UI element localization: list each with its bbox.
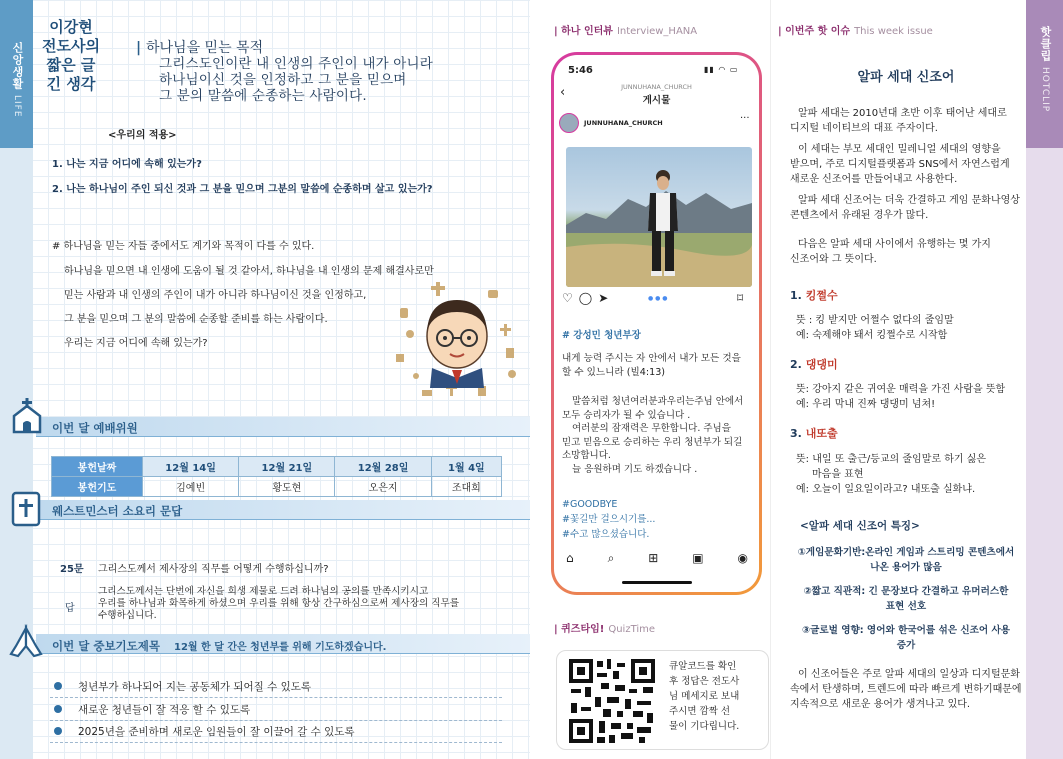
body-line: 말씀처럼 청년여러분과우리는주님 안에서 <box>572 396 744 407</box>
body-line: 여러분의 잠재력은 무한합니다. 주님을 <box>572 423 731 434</box>
quiz-text-line: 물이 기다립니다. <box>669 721 740 732</box>
word-heading <box>790 287 838 303</box>
intro-line: 알파 세대 신조어는 더욱 간결하고 게임 문화나영상 <box>798 195 1020 206</box>
more-icon[interactable]: ··· <box>740 113 750 124</box>
word-detail-line: 예: 숙제해야 돼서 킹쩔수로 시작함 <box>796 330 948 341</box>
phone-mockup <box>551 52 762 595</box>
account-avatar[interactable] <box>559 113 579 133</box>
word-no: 3. <box>790 427 802 440</box>
word-term: 댕댕미 <box>805 358 838 371</box>
issue-label-text: 이번주 핫 이슈 <box>785 26 851 37</box>
feature-line: 나온 용어가 많음 <box>870 562 942 573</box>
word-heading <box>790 425 838 441</box>
prayer-bullet-icon <box>54 682 62 690</box>
worship-date: 12월 14일 <box>143 457 239 477</box>
profile-icon[interactable]: ◉ <box>737 551 748 565</box>
catechism-question: 그리스도께서 제사장의 직무를 어떻게 수행하십니까? <box>98 564 329 575</box>
account-name[interactable]: JUNNUHANA_CHURCH <box>584 119 663 127</box>
body-line: 늘 응원하며 기도 하겠습니다 . <box>572 463 698 475</box>
interview-label-text: 하나 인터뷰 <box>561 26 613 37</box>
issue-label: | 이번주 핫 이슈 This week issue <box>778 26 933 37</box>
worship-table <box>51 456 502 497</box>
reels-icon[interactable]: ▣ <box>692 551 704 565</box>
worship-name-header: 봉헌기도 <box>52 477 143 497</box>
status-time: 5:46 <box>568 65 593 76</box>
paragraph: 우리는 지금 어디에 속해 있는가? <box>64 338 208 349</box>
column-title-line: 짧은 글 <box>46 56 96 74</box>
body-line: 소망합니다. <box>562 450 611 461</box>
prayer-item: 청년부가 하나되어 지는 공동체가 되어질 수 있도록 <box>78 681 312 693</box>
paragraph: 그 분을 믿으며 그 분의 말씀에 순종할 준비를 하는 사람이다. <box>64 314 328 325</box>
feature-line: ③글로벌 영향: 영어와 한국어를 섞은 신조어 사용 <box>801 625 1011 636</box>
worship-title: 이번 달 예배위원 <box>52 421 138 435</box>
column-title-line: 이강현 <box>49 18 93 36</box>
right-side-strip <box>1026 148 1063 759</box>
intro-line: 받으며, 주로 디지털플랫폼과 SNS에서 자연스럽게 <box>790 159 1010 170</box>
closing-line: 이 신조어들은 주로 알파 세대의 일상과 디지털문화 <box>798 669 1020 680</box>
bottom-nav <box>566 551 748 566</box>
worship-name: 오은지 <box>335 477 431 497</box>
hashtag[interactable]: #GOODBYE <box>562 499 618 510</box>
word-term: 내또출 <box>805 427 838 440</box>
column-divider <box>770 0 771 759</box>
prayer-item: 새로운 청년들이 잘 적응 할 수 있도록 <box>78 704 251 716</box>
screen-title: 게시물 <box>642 95 671 106</box>
prayer-title: 이번 달 중보기도제목 <box>52 639 160 653</box>
issue-label-en: This week issue <box>854 26 933 37</box>
bible-icon <box>10 491 42 527</box>
sermon-body <box>159 56 433 104</box>
post-verse <box>562 352 741 380</box>
divider <box>50 697 502 698</box>
back-chevron-icon[interactable]: ‹ <box>560 85 566 100</box>
search-icon[interactable]: ⌕ <box>607 551 615 565</box>
post-body <box>562 395 758 476</box>
issue-title: 알파 세대 신조어 <box>857 70 955 85</box>
word-detail-line: 뜻: 내일 또 출근/등교의 줄임말로 하기 싫은 <box>796 454 987 465</box>
issue-closing <box>790 667 1024 712</box>
verse-line: 할 수 있느니라 (빌4:13) <box>562 367 666 378</box>
hashtag[interactable]: #꽃길만 걸으시기를... <box>562 514 656 525</box>
right-side-tab <box>1026 0 1063 148</box>
pastor-illustration <box>392 278 527 403</box>
prayer-item: 2025년을 준비하며 새로운 임원들이 잘 이끌어 갈 수 있도록 <box>78 726 355 738</box>
praying-hands-icon <box>8 624 44 658</box>
word-detail-line: 예: 오늘이 일요일이라고? 내또출 실화냐. <box>796 484 976 495</box>
status-signal-icon: ▮▮ ◠ ▭ <box>704 65 739 74</box>
column-title-line: 전도사의 <box>42 37 100 55</box>
closing-line: 속에서 탄생하며, 트렌드에 따라 빠르게 변하기때문에 <box>790 684 1022 695</box>
prayer-bullet-icon <box>54 727 62 735</box>
paragraph: 하나님을 믿으면 내 인생에 도움이 될 것 같아서, 하나님을 내 인생의 문제 해결사로만 <box>64 266 434 277</box>
post-photo-scene <box>566 147 752 287</box>
application-heading: <우리의 적용> <box>108 130 177 141</box>
word-heading <box>790 356 838 372</box>
paragraph: # 하나님을 믿는 자들 중에서도 계기와 목적이 다를 수 있다. <box>52 241 315 252</box>
worship-name: 조대희 <box>431 477 501 497</box>
body-line: 믿고 믿음으로 승리하는 우리 청년부가 되길 <box>562 436 743 448</box>
column-title-line: 긴 생각 <box>46 75 96 93</box>
bookmark-icon[interactable]: ⌑ <box>737 291 744 305</box>
word-detail <box>796 452 986 497</box>
word-detail-line: 마음을 표현 <box>812 469 864 480</box>
application-question: 1. 나는 지금 어디에 속해 있는가? <box>52 159 202 170</box>
hashtag[interactable]: #수고 많으셨습니다. <box>562 529 650 540</box>
intro-line: 새로운 신조어를 만들어내고 사용한다. <box>790 174 958 185</box>
feature-line: ②짧고 직관적: 긴 문장보다 간결하고 유머러스한 <box>803 586 1009 597</box>
add-post-icon[interactable]: ⊞ <box>648 551 659 565</box>
post-action-icons[interactable]: ♡◯➤ <box>562 291 615 305</box>
sermon-line: 그리스도인이란 내 인생의 주인이 내가 아니라 <box>159 56 434 72</box>
sermon-heading-text: 하나님을 믿는 목적 <box>146 40 264 56</box>
word-detail-line: 뜻: 강아지 같은 귀여운 매력을 가진 사람을 뜻함 <box>796 384 1006 395</box>
sermon-heading: | 하나님을 믿는 목적 <box>136 40 264 56</box>
quiz-text-line: 주시면 깜짝 선 <box>669 706 731 717</box>
sermon-line: 그 분의 말씀에 순종하는 사람이다. <box>159 88 367 104</box>
closing-line: 지속적으로 새로운 용어가 생겨나고 있다. <box>790 699 971 710</box>
divider <box>50 720 502 721</box>
home-icon[interactable]: ⌂ <box>566 551 574 565</box>
word-term: 킹쩔수 <box>805 289 838 302</box>
quiz-label-text: 퀴즈타임! <box>561 624 605 635</box>
quiz-text-line: 님 메세지로 보내 <box>669 691 740 702</box>
feature-line: 증가 <box>896 640 916 651</box>
verse-line: 내게 능력 주시는 자 안에서 내가 모든 것을 <box>562 353 741 364</box>
qr-code-icon[interactable] <box>567 657 657 745</box>
quiz-box <box>556 650 769 750</box>
catechism-answer-line: 그리스도께서는 단번에 자신을 희생 제물로 드려 하나님의 공의를 만족시키시고 <box>98 586 429 597</box>
intro-line: 알파 세대는 2010년대 초반 이후 태어난 세대로 <box>798 108 1007 119</box>
carousel-dots-icon: ● ● ● <box>648 295 668 302</box>
home-indicator <box>622 581 692 584</box>
word-no: 2. <box>790 358 802 371</box>
intro-line: 신조어와 그 뜻이다. <box>790 254 877 265</box>
post-tags <box>562 497 655 542</box>
catechism-answer-line: 우리를 하나님과 화목하게 하셨으며 우리를 위해 항상 간구하심으로써 제사장의 직무를 <box>98 598 460 609</box>
worship-date: 1월 4일 <box>431 457 501 477</box>
prayer-bullet-icon <box>54 705 62 713</box>
quiz-text <box>669 659 739 734</box>
paragraph: 믿는 사람과 내 인생의 주인이 내가 아니라 하나님이신 것을 인정하고, <box>64 290 367 301</box>
body-line: 모두 승리자가 될 수 있습니다 . <box>562 409 691 421</box>
word-no: 1. <box>790 289 802 302</box>
intro-line: 디지털 네이티브의 대표 주자이다. <box>790 123 938 134</box>
catechism-answer-line: 수행하십니다. <box>98 610 157 621</box>
left-side-strip <box>0 148 33 759</box>
word-detail-line: 뜻 : 킹 받지만 어쩔수 없다의 줄임말 <box>796 315 954 326</box>
left-side-tab <box>0 0 33 148</box>
catechism-a-label: 답 <box>65 603 75 614</box>
worship-name: 김예빈 <box>143 477 239 497</box>
prayer-subtitle: 12월 한 달 간은 청년부를 위해 기도하겠습니다. <box>174 642 387 653</box>
catechism-title: 웨스트민스터 소요리 문답 <box>52 504 183 518</box>
interview-label: | 하나 인터뷰 Interview_HANA <box>554 26 698 37</box>
worship-date-header: 봉헌날짜 <box>52 457 143 477</box>
word-detail-line: 예: 우리 막내 진짜 댕댕미 넘쳐! <box>796 399 936 410</box>
sermon-line: 하나님이신 것을 인정하고 그 분을 믿으며 <box>159 72 407 88</box>
catechism-q-label: 25문 <box>60 564 84 575</box>
worship-name: 황도현 <box>239 477 335 497</box>
side-tab-label: 신앙생활 <box>11 42 24 90</box>
account-top: JUNNUHANA_CHURCH <box>621 83 692 91</box>
features-title: <알파 세대 신조어 특징> <box>800 520 920 532</box>
quiz-text-line: 후 정답은 전도사 <box>669 676 740 687</box>
quiz-text-line: 큐알코드를 확인 <box>669 661 737 672</box>
column-title <box>38 18 104 94</box>
divider <box>50 742 502 743</box>
worship-date: 12월 28일 <box>335 457 431 477</box>
word-detail <box>796 382 1005 412</box>
features-list <box>790 545 1022 653</box>
catechism-answer <box>98 586 459 622</box>
quiz-label: | 퀴즈타임! QuizTime <box>554 624 656 635</box>
quiz-label-en: QuizTime <box>608 624 656 635</box>
interview-label-en: Interview_HANA <box>616 26 698 37</box>
caption-name: # 강성민 청년부장 <box>562 330 641 341</box>
church-icon <box>10 398 44 434</box>
intro-line: 다음은 알파 세대 사이에서 유행하는 몇 가지 <box>798 239 991 250</box>
issue-intro <box>790 106 1022 267</box>
intro-line: 콘텐츠에서 유래된 경우가 많다. <box>790 210 929 221</box>
feature-line: ①게임문화기반:온라인 게임과 스트리밍 콘텐츠에서 <box>797 547 1015 558</box>
worship-date: 12월 21일 <box>239 457 335 477</box>
right-tab-sub: HOTCLIP <box>1040 66 1050 113</box>
application-question: 2. 나는 하나님이 주인 되신 것과 그 분을 믿으며 그분의 말씀에 순종하며 살고 있는가? <box>52 184 433 195</box>
post-photo <box>566 147 752 287</box>
side-tab-sub: LIFE <box>12 94 22 118</box>
feature-line: 표현 선호 <box>885 601 927 612</box>
intro-line: 이 세대는 부모 세대인 밀레니얼 세대의 영향을 <box>798 144 1001 155</box>
right-tab-label: 핫클립 <box>1039 26 1052 62</box>
phone-screen <box>554 55 759 592</box>
word-detail <box>796 313 954 343</box>
